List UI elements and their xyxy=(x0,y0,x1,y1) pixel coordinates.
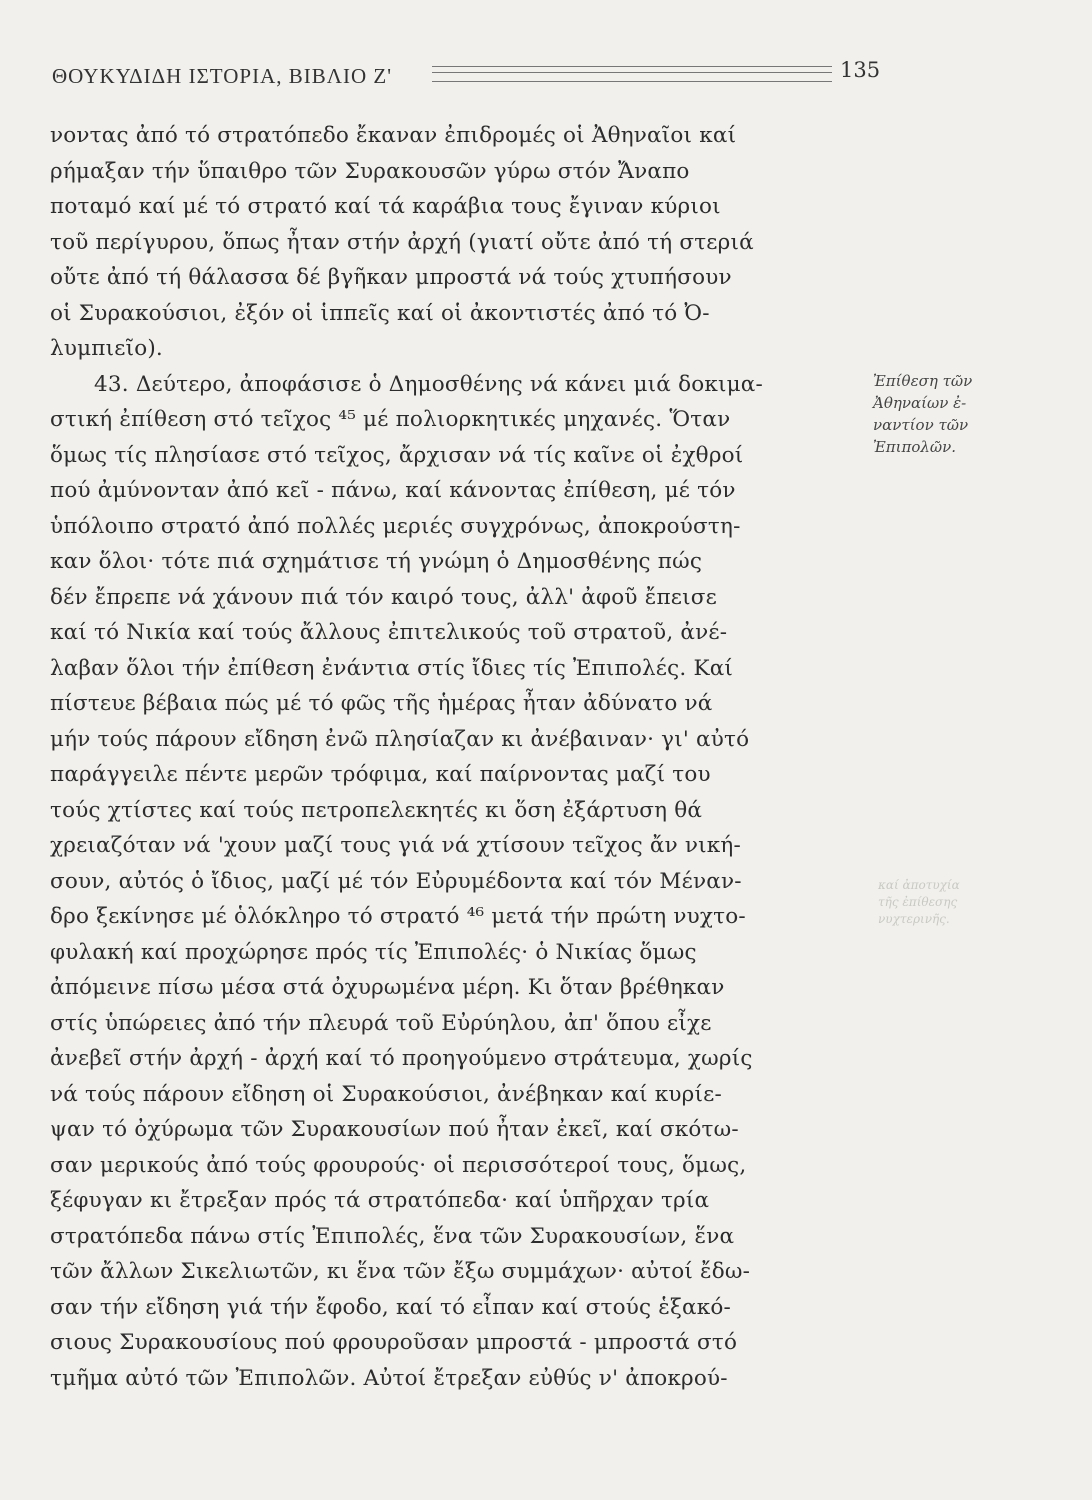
text-line: σιους Συρακουσίους πού φρουροῦσαν μπροστά - μπροστά στό xyxy=(50,1330,738,1355)
text-line: νοντας ἀπό τό στρατόπεδο ἔκαναν ἐπιδρομές οἱ Ἀθηναῖοι καί xyxy=(50,123,737,148)
text-line: πού ἀμύνονταν ἀπό κεῖ - πάνω, καί κάνοντας ἐπίθεση, μέ τόν xyxy=(50,478,736,503)
faded-marginal-note xyxy=(878,877,1028,928)
page-number: 135 xyxy=(840,58,881,82)
text-line: οἱ Συρακούσιοι, ἐξόν οἱ ἱππεῖς καί οἱ ἀκοντιστές ἀπό τό Ὀ- xyxy=(50,300,710,326)
running-head xyxy=(52,58,881,90)
text-line: χρειαζόταν νά 'χουν μαζί τους γιά νά χτίσουν τεῖχος ἄν νική- xyxy=(50,833,741,858)
marginal-note-line: Ἐπιπολῶν. xyxy=(873,438,957,456)
text-line: παράγγειλε πέντε μερῶν τρόφιμα, καί παίρνοντας μαζί του xyxy=(50,762,711,787)
text-line: ψαν τό ὀχύρωμα τῶν Συρακουσίων πού ἦταν ἐκεῖ, καί σκότω- xyxy=(50,1117,739,1142)
text-line: ὅμως τίς πλησίασε στό τεῖχος, ἄρχισαν νά τίς καῖνε οἱ ἐχθροί xyxy=(50,442,744,468)
text-line: ρήμαξαν τήν ὕπαιθρο τῶν Συρακουσῶν γύρω στόν Ἄναπο xyxy=(50,158,690,184)
body-text xyxy=(50,118,855,1396)
text-line: δέν ἔπρεπε νά χάνουν πιά τόν καιρό τους, ἀλλ' ἀφοῦ ἔπεισε xyxy=(50,584,717,610)
text-line: σαν μερικούς ἀπό τούς φρουρούς· οἱ περισσότεροί τους, ὅμως, xyxy=(50,1152,747,1178)
text-line: νά τούς πάρουν εἴδηση οἱ Συρακούσιοι, ἀνέβηκαν καί κυρίε- xyxy=(50,1081,722,1107)
faded-note-line: καί ἀποτυχία xyxy=(878,878,960,892)
text-line: τοῦ περίγυρου, ὅπως ἦταν στήν ἀρχή (γιατί οὔτε ἀπό τή στεριά xyxy=(50,229,754,255)
header-rule xyxy=(432,66,832,82)
text-line: πίστευε βέβαια πώς μέ τό φῶς τῆς ἡμέρας ἦταν ἀδύνατο νά xyxy=(50,691,713,716)
text-line: καί τό Νικία καί τούς ἄλλους ἐπιτελικούς τοῦ στρατοῦ, ἀνέ- xyxy=(50,620,728,645)
marginal-note-line: Ἐπίθεση τῶν xyxy=(873,372,973,390)
paragraph-start-line: 43. Δεύτερο, ἀποφάσισε ὁ Δημοσθένης νά κάνει μιά δοκιμα- xyxy=(94,371,763,397)
text-line: ξέφυγαν κι ἔτρεξαν πρός τά στρατόπεδα· καί ὑπῆρχαν τρία xyxy=(50,1188,710,1213)
faded-note-line: τῆς ἐπίθεσης xyxy=(878,895,958,909)
text-line: τούς χτίστες καί τούς πετροπελεκητές κι ὅση ἐξάρτυση θά xyxy=(50,797,703,823)
running-title: ΘΟΥΚΥΔΙΔΗ ΙΣΤΟΡΙΑ, ΒΙΒΛΙΟ Ζ' xyxy=(52,64,392,88)
faded-note-line: νυχτερινῆς. xyxy=(878,912,950,926)
marginal-note xyxy=(873,370,1053,458)
text-line: ἀνεβεῖ στήν ἀρχή - ἀρχή καί τό προηγούμενο στράτευμα, χωρίς xyxy=(50,1046,753,1071)
text-line: σουν, αὐτός ὁ ἴδιος, μαζί μέ τόν Εὐρυμέδοντα καί τόν Μέναν- xyxy=(50,868,742,894)
text-line: στίς ὑπώρειες ἀπό τήν πλευρά τοῦ Εὐρύηλου, ἀπ' ὅπου εἶχε xyxy=(50,1010,712,1036)
text-line: τῶν ἄλλων Σικελιωτῶν, κι ἕνα τῶν ἔξω συμμάχων· αὐτοί ἔδω- xyxy=(50,1259,751,1284)
marginal-note-line: ναντίον τῶν xyxy=(873,416,969,434)
text-line: οὔτε ἀπό τή θάλασσα δέ βγῆκαν μπροστά νά τούς χτυπήσουν xyxy=(50,265,732,290)
marginal-note-line: Ἀθηναίων ἐ- xyxy=(873,394,967,412)
text-line: λυμπιεῖο). xyxy=(50,336,163,361)
text-line: ὑπόλοιπο στρατό ἀπό πολλές μεριές συγχρόνως, ἀποκρούστη- xyxy=(50,513,741,539)
text-line: τμῆμα αὐτό τῶν Ἐπιπολῶν. Αὐτοί ἔτρεξαν εὐθύς ν' ἀποκρού- xyxy=(50,1365,728,1391)
text-line: μήν τούς πάρουν εἴδηση ἐνῶ πλησίαζαν κι ἀνέβαιναν· γι' αὐτό xyxy=(50,726,750,752)
text-line: δρο ξεκίνησε μέ ὁλόκληρο τό στρατό ⁴⁶ μετά τήν πρώτη νυχτο- xyxy=(50,904,746,929)
text-line: σαν τήν εἴδηση γιά τήν ἔφοδο, καί τό εἶπαν καί στούς ἑξακό- xyxy=(50,1294,732,1320)
text-line: ποταμό καί μέ τό στρατό καί τά καράβια τους ἔγιναν κύριοι xyxy=(50,194,721,219)
text-line: ἀπόμεινε πίσω μέσα στά ὀχυρωμένα μέρη. Κι ὅταν βρέθηκαν xyxy=(50,975,725,1000)
text-line: φυλακή καί προχώρησε πρός τίς Ἐπιπολές· ὁ Νικίας ὅμως xyxy=(50,939,697,965)
text-line: στική ἐπίθεση στό τεῖχος ⁴⁵ μέ πολιορκητικές μηχανές. Ὅταν xyxy=(50,407,731,432)
text-line: λαβαν ὅλοι τήν ἐπίθεση ἐνάντια στίς ἴδιες τίς Ἐπιπολές. Καί xyxy=(50,655,734,681)
text-line: καν ὅλοι· τότε πιά σχημάτισε τή γνώμη ὁ Δημοσθένης πώς xyxy=(50,549,703,574)
text-line: στρατόπεδα πάνω στίς Ἐπιπολές, ἕνα τῶν Συρακουσίων, ἕνα xyxy=(50,1223,735,1249)
